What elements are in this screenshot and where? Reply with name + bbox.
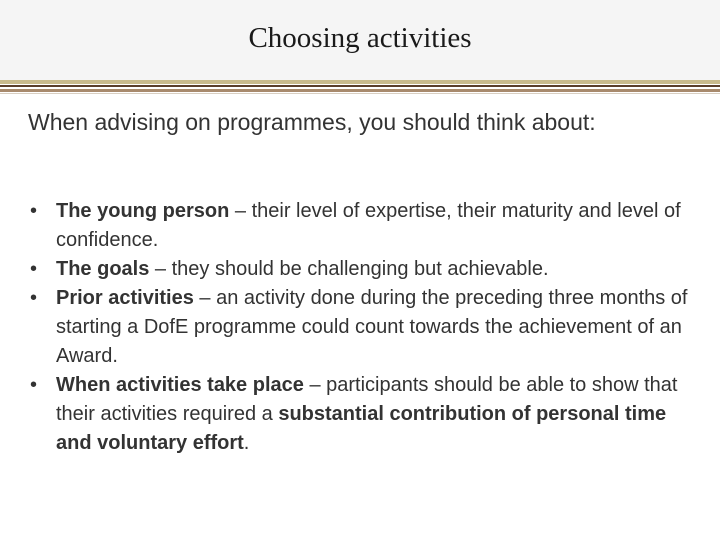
bullet-term: The goals	[56, 258, 150, 280]
header-rule-mid	[0, 89, 720, 92]
bullet-dot-icon: •	[30, 258, 38, 280]
slide-title: Choosing activities	[248, 22, 472, 54]
bullet-text: – they should be challenging but achievable.	[149, 258, 549, 280]
bullet-text: – an activity done during the preceding three months of starting a DofE programme could count towards the achievement of an Award.	[56, 287, 688, 367]
header-rule-bottom	[0, 93, 720, 94]
header-rule-dark	[0, 85, 720, 87]
bullet-item	[28, 284, 700, 371]
title-bar	[0, 0, 720, 80]
bullet-term: Prior activities	[56, 287, 194, 309]
bullet-list	[28, 197, 700, 458]
intro-text: When advising on programmes, you should think about:	[28, 109, 596, 135]
bullet-text: – participants should be able to show that their activities required a	[56, 374, 678, 425]
bullet-item	[28, 255, 700, 284]
bullet-end: .	[243, 432, 250, 454]
bullet-text: – their level of expertise, their maturity and level of confidence.	[56, 200, 681, 251]
bullet-item	[28, 197, 700, 255]
header-rule-top	[0, 80, 720, 84]
bullet-term: When activities take place	[56, 374, 304, 396]
bullet-dot-icon: •	[30, 287, 38, 309]
bullet-dot-icon: •	[30, 374, 38, 396]
bullet-dot-icon: •	[30, 200, 38, 222]
bullet-emphasis: substantial contribution of personal time and voluntary effort	[56, 403, 667, 454]
bullet-term: The young person	[56, 200, 230, 222]
bullet-item	[28, 371, 700, 458]
